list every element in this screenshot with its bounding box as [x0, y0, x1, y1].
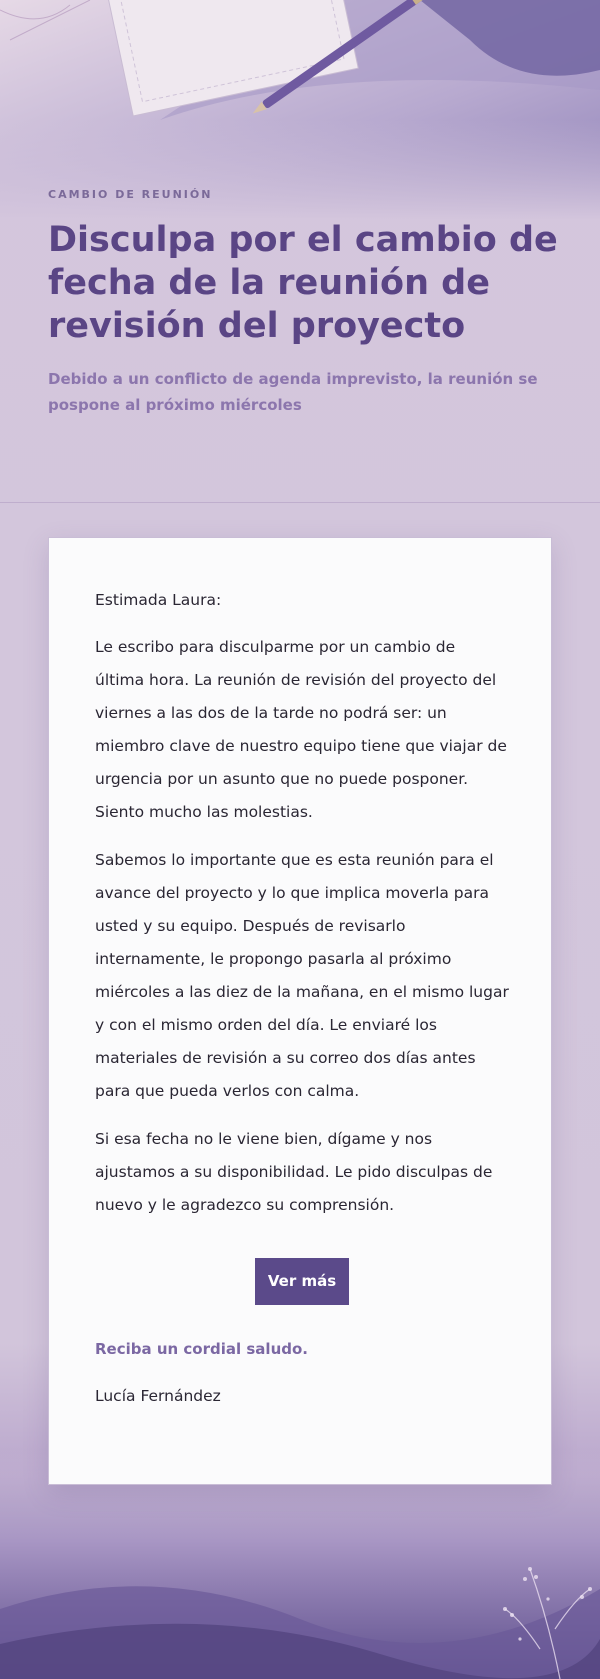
- letter-paragraph-3: Si esa fecha no le viene bien, dígame y nos ajustamos a su disponibilidad. Le pido disculpas de nuevo y le agradezco su comprensión.: [95, 1130, 493, 1214]
- subtitle: Debido a un conflicto de agenda imprevisto, la reunión se pospone al próximo miércoles: [48, 370, 538, 414]
- eyebrow-label: CAMBIO DE REUNIÓN: [48, 188, 213, 201]
- email-header: [48, 188, 558, 418]
- hero-illustration: [0, 0, 600, 220]
- letter-paragraph-1: Le escribo para disculparme por un cambio de última hora. La reunión de revisión del proyecto del viernes a las dos de la tarde no podrá ser: un miembro clave de nuestro equipo tiene que viajar de urgencia por un asunto que no puede posponer. Siento mucho las molestias.: [95, 638, 507, 821]
- letter-signature: Lucía Fernández: [95, 1387, 221, 1405]
- header-divider: [0, 502, 600, 503]
- page-title: Disculpa por el cambio de fecha de la reunión de revisión del proyecto: [48, 220, 558, 346]
- see-more-button[interactable]: Ver más: [255, 1258, 349, 1305]
- letter-paragraph-2: Sabemos lo importante que es esta reunión para el avance del proyecto y lo que implica moverla para usted y su equipo. Después de revisarlo internamente, le propongo pasarla al próximo miércoles a las diez de la mañana, en el mismo lugar y con el mismo orden del día. Le enviaré los materiales de revisión a su correo dos días antes para que pueda verlos con calma.: [95, 851, 509, 1100]
- letter-closing: Reciba un cordial saludo.: [95, 1340, 308, 1358]
- letter-card: [48, 537, 552, 1485]
- letter-salutation: Estimada Laura:: [95, 591, 222, 609]
